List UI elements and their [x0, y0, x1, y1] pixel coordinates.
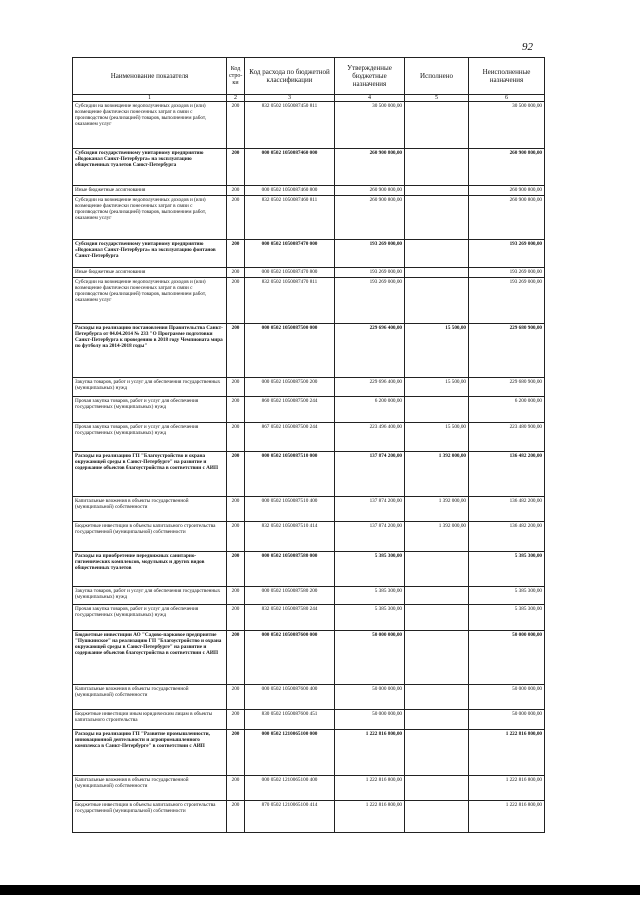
row-unexecuted-amount: 260 900 800,00 [469, 186, 545, 196]
row-executed-amount [405, 278, 469, 324]
row-classification-code: 000 0502 1050087600 400 [245, 685, 335, 710]
table-row [73, 102, 545, 149]
row-name: Субсидии на возмещение недополученных доходов и (или) возмещение фактически понесенных затрат в связи с производством (реализацией) товаров, выполнением работ, оказанием услуг [73, 278, 227, 324]
row-line-code: 200 [227, 378, 245, 397]
row-line-code: 200 [227, 801, 245, 833]
row-name: Иные бюджетные ассигнования [73, 186, 227, 196]
row-classification-code: 832 0502 1050087460 811 [245, 196, 335, 240]
header-classification: Код расхода по бюджетной классификации [245, 58, 335, 95]
row-unexecuted-amount: 1 222 816 800,00 [469, 776, 545, 801]
column-number: 4 [335, 95, 405, 102]
row-approved-amount: 229 696 400,00 [335, 378, 405, 397]
row-line-code: 200 [227, 452, 245, 497]
row-classification-code: 000 0502 1210065100 400 [245, 776, 335, 801]
row-classification-code: 832 0502 1050087580 244 [245, 605, 335, 631]
row-approved-amount: 1 222 816 800,00 [335, 730, 405, 776]
row-name: Закупка товаров, работ и услуг для обеспечения государственных (муниципальных) нужд [73, 378, 227, 397]
row-executed-amount: 15 500,00 [405, 423, 469, 452]
row-unexecuted-amount: 50 000 000,00 [469, 685, 545, 710]
row-name: Расходы на реализацию ГП "Развитие промышленности, инновационной деятельности и агропромышленного комплекса в Санкт-Петербурге" в соответствии с АИП [73, 730, 227, 776]
table-row [73, 801, 545, 833]
row-name: Бюджетные инвестиции в объекты капитального строительства государственной (муниципальной) собственности [73, 801, 227, 833]
row-unexecuted-amount: 260 900 800,00 [469, 149, 545, 186]
row-name: Расходы на реализацию ГП "Благоустройство и охрана окружающей среды в Санкт-Петербурге" на развитие и содержание объектов благоустройства в соответствии с АИП [73, 452, 227, 497]
row-line-code: 200 [227, 730, 245, 776]
row-classification-code: 867 0502 1050087500 244 [245, 423, 335, 452]
column-number: 5 [405, 95, 469, 102]
row-classification-code: 000 0502 1050087500 000 [245, 324, 335, 378]
column-number: 1 [73, 95, 227, 102]
table-row [73, 196, 545, 240]
row-approved-amount: 5 385 300,00 [335, 605, 405, 631]
table-row [73, 552, 545, 587]
row-line-code: 200 [227, 186, 245, 196]
row-unexecuted-amount: 5 385 300,00 [469, 587, 545, 605]
row-executed-amount [405, 730, 469, 776]
row-approved-amount: 50 000 000,00 [335, 631, 405, 685]
row-line-code: 200 [227, 423, 245, 452]
column-number-row [73, 95, 545, 102]
row-classification-code: 000 0502 1050087600 000 [245, 631, 335, 685]
page-number: 92 [522, 41, 533, 53]
row-name: Прочая закупка товаров, работ и услуг для обеспечения государственных (муниципальных) нужд [73, 423, 227, 452]
row-line-code: 200 [227, 397, 245, 423]
row-executed-amount [405, 685, 469, 710]
row-unexecuted-amount: 193 269 000,00 [469, 268, 545, 278]
row-approved-amount: 50 000 000,00 [335, 710, 405, 730]
row-approved-amount: 6 200 000,00 [335, 397, 405, 423]
row-approved-amount: 5 385 300,00 [335, 587, 405, 605]
row-line-code: 200 [227, 631, 245, 685]
table-row [73, 685, 545, 710]
table-row [73, 423, 545, 452]
row-classification-code: 000 0502 1050087510 000 [245, 452, 335, 497]
row-classification-code: 000 0502 1050087460 000 [245, 149, 335, 186]
row-name: Бюджетные инвестиции иным юридическим лицам в объекты капитального строительства [73, 710, 227, 730]
row-classification-code: 832 0502 1050087470 811 [245, 278, 335, 324]
row-approved-amount: 193 269 000,00 [335, 268, 405, 278]
row-line-code: 200 [227, 522, 245, 552]
row-classification-code: 000 0502 1210065100 000 [245, 730, 335, 776]
row-executed-amount [405, 631, 469, 685]
row-unexecuted-amount: 223 480 900,00 [469, 423, 545, 452]
row-line-code: 200 [227, 102, 245, 149]
table-row [73, 730, 545, 776]
row-unexecuted-amount: 5 385 300,00 [469, 605, 545, 631]
row-line-code: 200 [227, 278, 245, 324]
row-approved-amount: 5 385 300,00 [335, 552, 405, 587]
table-row [73, 452, 545, 497]
row-line-code: 200 [227, 268, 245, 278]
row-executed-amount [405, 186, 469, 196]
table-row [73, 268, 545, 278]
row-line-code: 200 [227, 552, 245, 587]
row-name: Иные бюджетные ассигнования [73, 268, 227, 278]
row-approved-amount: 137 874 200,00 [335, 452, 405, 497]
row-classification-code: 000 0502 1050087470 800 [245, 268, 335, 278]
column-number: 6 [469, 95, 545, 102]
row-approved-amount: 1 222 816 800,00 [335, 801, 405, 833]
row-name: Закупка товаров, работ и услуг для обеспечения государственных (муниципальных) нужд [73, 587, 227, 605]
table-row [73, 240, 545, 268]
row-classification-code: 830 0502 1050087600 451 [245, 710, 335, 730]
row-executed-amount: 1 392 000,00 [405, 522, 469, 552]
row-classification-code: 832 0502 1050087510 414 [245, 522, 335, 552]
row-approved-amount: 50 000 000,00 [335, 685, 405, 710]
row-unexecuted-amount: 30 500 000,00 [469, 102, 545, 149]
row-approved-amount: 1 222 816 800,00 [335, 776, 405, 801]
row-approved-amount: 137 874 200,00 [335, 522, 405, 552]
row-name: Капитальные вложения в объекты государственной (муниципальной) собственности [73, 685, 227, 710]
row-unexecuted-amount: 260 900 800,00 [469, 196, 545, 240]
row-executed-amount [405, 397, 469, 423]
row-unexecuted-amount: 229 680 900,00 [469, 378, 545, 397]
row-name: Прочая закупка товаров, работ и услуг для обеспечения государственных (муниципальных) нужд [73, 605, 227, 631]
row-approved-amount: 260 900 800,00 [335, 196, 405, 240]
row-name: Расходы на приобретение передвижных санитарно-гигиенических комплексов, модульных и других видов общественных туалетов [73, 552, 227, 587]
row-approved-amount: 260 900 800,00 [335, 149, 405, 186]
row-name: Бюджетные инвестиции АО "Садово-парковое предприятие "Пушкинское" на реализацию ГП "Благоустройство и охрана окружающей среды в Санкт-Петербурге" на развитие и содержание объектов благоустройства в соответствии с АИП [73, 631, 227, 685]
table-row [73, 278, 545, 324]
row-unexecuted-amount: 50 000 000,00 [469, 631, 545, 685]
row-classification-code: 000 0502 1050087580 200 [245, 587, 335, 605]
header-unexecuted: Неисполненные назначения [469, 58, 545, 95]
row-classification-code: 000 0502 1050087470 000 [245, 240, 335, 268]
row-classification-code: 000 0502 1050087580 000 [245, 552, 335, 587]
row-executed-amount [405, 240, 469, 268]
row-name: Прочая закупка товаров, работ и услуг для обеспечения государственных (муниципальных) нужд [73, 397, 227, 423]
row-line-code: 200 [227, 240, 245, 268]
table-row [73, 149, 545, 186]
row-executed-amount [405, 149, 469, 186]
budget-execution-table [72, 57, 545, 833]
row-approved-amount: 193 269 000,00 [335, 278, 405, 324]
row-executed-amount [405, 710, 469, 730]
row-unexecuted-amount: 1 222 816 800,00 [469, 730, 545, 776]
table-row [73, 587, 545, 605]
row-approved-amount: 223 496 400,00 [335, 423, 405, 452]
row-executed-amount [405, 552, 469, 587]
row-name: Расходы на реализацию постановления Правительства Санкт-Петербурга от 04.04.2014 № 233 "О Программе подготовки Санкт-Петербурга к проведению в 2018 году Чемпионата мира по футболу на 2014-2018 годы" [73, 324, 227, 378]
row-classification-code: 000 0502 1050087510 400 [245, 497, 335, 522]
table-header-row [73, 58, 545, 95]
row-line-code: 200 [227, 605, 245, 631]
row-line-code: 200 [227, 776, 245, 801]
row-classification-code: 000 0502 1050087500 200 [245, 378, 335, 397]
row-unexecuted-amount: 136 482 200,00 [469, 522, 545, 552]
row-unexecuted-amount: 229 680 900,00 [469, 324, 545, 378]
row-line-code: 200 [227, 149, 245, 186]
row-executed-amount: 15 500,00 [405, 324, 469, 378]
row-unexecuted-amount: 193 269 000,00 [469, 278, 545, 324]
table-row [73, 522, 545, 552]
row-name: Субсидия государственному унитарному предприятию «Водоканал Санкт-Петербурга» на эксплуатацию общественных туалетов Санкт-Петербурга [73, 149, 227, 186]
table-row [73, 397, 545, 423]
row-approved-amount: 229 696 400,00 [335, 324, 405, 378]
column-number: 2 [227, 95, 245, 102]
table-row [73, 186, 545, 196]
row-approved-amount: 193 269 000,00 [335, 240, 405, 268]
table-row [73, 605, 545, 631]
row-approved-amount: 260 900 800,00 [335, 186, 405, 196]
header-name: Наименование показателя [73, 58, 227, 95]
row-executed-amount: 15 500,00 [405, 378, 469, 397]
row-line-code: 200 [227, 710, 245, 730]
row-line-code: 200 [227, 324, 245, 378]
row-line-code: 200 [227, 685, 245, 710]
row-classification-code: 860 0502 1050087500 244 [245, 397, 335, 423]
row-approved-amount: 137 874 200,00 [335, 497, 405, 522]
table-row [73, 776, 545, 801]
row-name: Капитальные вложения в объекты государственной (муниципальной) собственности [73, 497, 227, 522]
row-name: Субсидии на возмещение недополученных доходов и (или) возмещение фактически понесенных затрат в связи с производством (реализацией) товаров, выполнением работ, оказанием услуг [73, 196, 227, 240]
column-number: 3 [245, 95, 335, 102]
row-unexecuted-amount: 6 200 000,00 [469, 397, 545, 423]
row-name: Субсидия государственному унитарному предприятию «Водоканал Санкт-Петербурга» на эксплуатацию фонтанов Санкт-Петербурга [73, 240, 227, 268]
table-row [73, 710, 545, 730]
table-row [73, 378, 545, 397]
row-classification-code: 832 0502 1050087450 811 [245, 102, 335, 149]
table-row [73, 497, 545, 522]
header-executed: Исполнено [405, 58, 469, 95]
table-row [73, 324, 545, 378]
row-classification-code: 000 0502 1050087460 800 [245, 186, 335, 196]
row-line-code: 200 [227, 196, 245, 240]
row-unexecuted-amount: 5 385 300,00 [469, 552, 545, 587]
row-name: Бюджетные инвестиции в объекты капитального строительства государственной (муниципальной) собственности [73, 522, 227, 552]
row-unexecuted-amount: 1 222 816 800,00 [469, 801, 545, 833]
row-line-code: 200 [227, 587, 245, 605]
table-row [73, 631, 545, 685]
row-name: Субсидии на возмещение недополученных доходов и (или) возмещение фактически понесенных затрат в связи с производством (реализацией) товаров, выполнением работ, оказанием услуг [73, 102, 227, 149]
row-unexecuted-amount: 50 000 000,00 [469, 710, 545, 730]
row-line-code: 200 [227, 497, 245, 522]
row-classification-code: 870 0502 1210065100 414 [245, 801, 335, 833]
row-executed-amount: 1 392 000,00 [405, 452, 469, 497]
row-approved-amount: 30 500 000,00 [335, 102, 405, 149]
row-unexecuted-amount: 136 482 200,00 [469, 497, 545, 522]
scan-bottom-edge [0, 885, 640, 895]
row-executed-amount: 1 392 000,00 [405, 497, 469, 522]
row-executed-amount [405, 605, 469, 631]
header-approved: Утвержденные бюджетные назначения [335, 58, 405, 95]
row-executed-amount [405, 776, 469, 801]
row-executed-amount [405, 102, 469, 149]
row-executed-amount [405, 268, 469, 278]
row-executed-amount [405, 196, 469, 240]
row-executed-amount [405, 587, 469, 605]
header-line-code: Код стро- ки [227, 58, 245, 95]
row-unexecuted-amount: 136 482 200,00 [469, 452, 545, 497]
row-executed-amount [405, 801, 469, 833]
row-name: Капитальные вложения в объекты государственной (муниципальной) собственности [73, 776, 227, 801]
row-unexecuted-amount: 193 269 000,00 [469, 240, 545, 268]
